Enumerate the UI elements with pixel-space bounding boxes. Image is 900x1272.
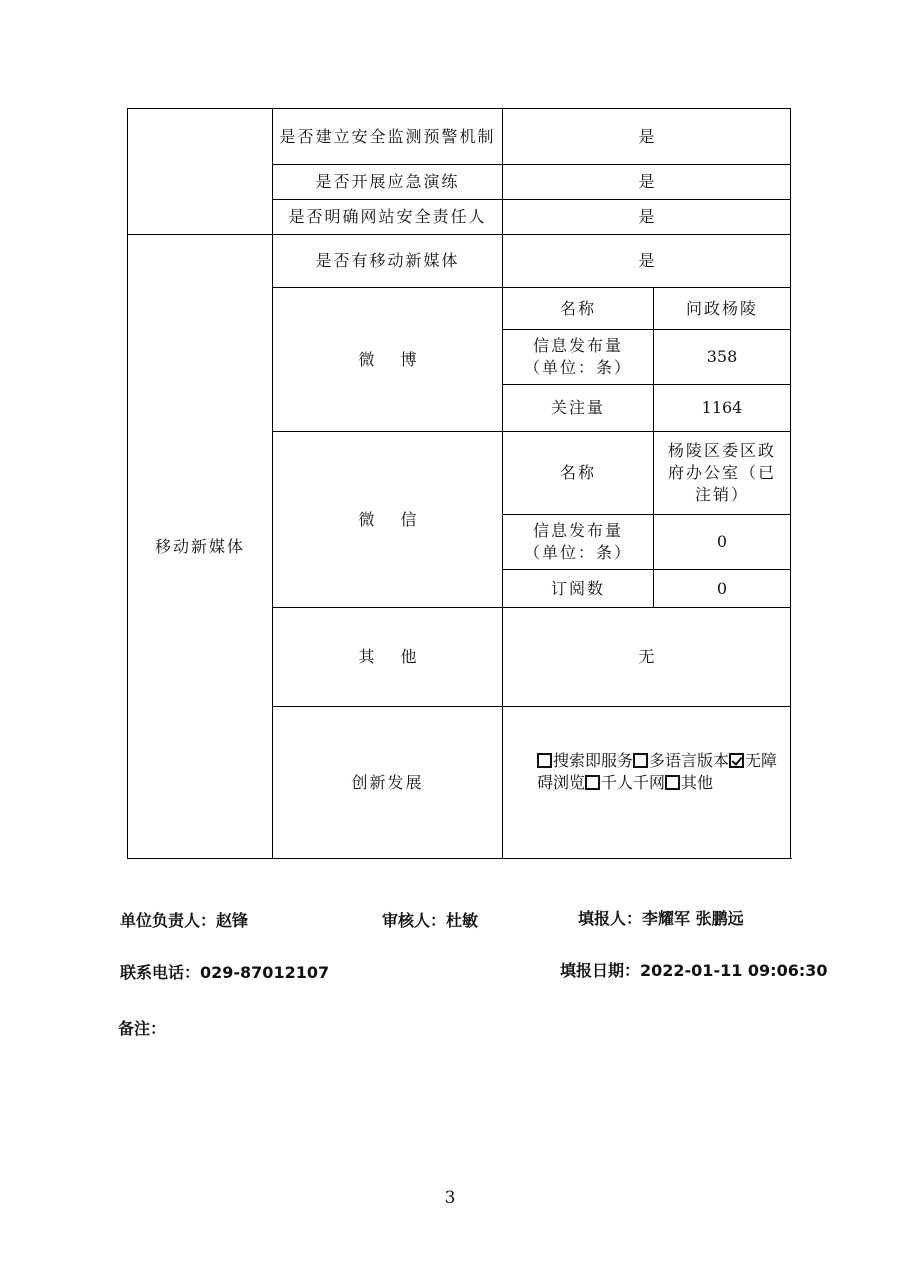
monitoring-value: 是	[503, 109, 791, 165]
weibo-followers-value: 1164	[654, 385, 791, 432]
responsible-label: 是否明确网站安全责任人	[273, 200, 503, 235]
report-table	[127, 108, 791, 859]
checkbox-icon[interactable]	[665, 775, 680, 790]
checkbox-icon[interactable]	[537, 753, 552, 768]
weibo-followers-label: 关注量	[503, 385, 654, 432]
has-mobile-value: 是	[503, 235, 791, 288]
weibo-name-value: 问政杨陵	[654, 288, 791, 330]
filler: 填报人：李耀军 张鹏远	[578, 909, 744, 928]
reviewer: 审核人：杜敏	[382, 911, 479, 930]
weibo-name-label: 名称	[503, 288, 654, 330]
wechat-posts-value: 0	[654, 515, 791, 570]
checkbox-checked-icon[interactable]	[729, 753, 744, 768]
option-search-service[interactable]: 搜索即服务	[537, 751, 633, 770]
innovation-options	[503, 707, 791, 859]
drill-value: 是	[503, 165, 791, 200]
weibo-posts-value: 358	[654, 330, 791, 385]
other-value: 无	[503, 608, 791, 707]
innovation-section-label: 创新发展	[273, 707, 503, 859]
responsible-value: 是	[503, 200, 791, 235]
wechat-posts-label: 信息发布量（单位：条）	[503, 515, 654, 570]
has-mobile-label: 是否有移动新媒体	[273, 235, 503, 288]
page-number: 3	[444, 1188, 456, 1208]
checkbox-icon[interactable]	[633, 753, 648, 768]
wechat-name-value: 杨陵区委区政府办公室（已注销）	[654, 432, 791, 515]
option-accessibility[interactable]: 无障碍浏览	[537, 750, 778, 792]
other-label: 其 他	[273, 608, 503, 707]
monitoring-label: 是否建立安全监测预警机制	[273, 109, 503, 165]
mobile-section-label: 移动新媒体	[128, 235, 273, 859]
drill-label: 是否开展应急演练	[273, 165, 503, 200]
remark: 备注：	[118, 1019, 167, 1038]
wechat-subs-value: 0	[654, 570, 791, 608]
wechat-label: 微 信	[273, 432, 503, 608]
unit-head: 单位负责人：赵锋	[120, 911, 249, 930]
wechat-subs-label: 订阅数	[503, 570, 654, 608]
contact-phone: 联系电话：029-87012107	[120, 963, 330, 982]
weibo-label: 微 博	[273, 288, 503, 432]
wechat-name-label: 名称	[503, 432, 654, 515]
fill-date: 填报日期：2022-01-11 09:06:30	[560, 961, 828, 980]
option-multilingual[interactable]: 多语言版本	[633, 751, 729, 770]
checkbox-icon[interactable]	[585, 775, 600, 790]
weibo-posts-label: 信息发布量（单位：条）	[503, 330, 654, 385]
option-other[interactable]: 其他	[665, 773, 713, 792]
security-section-cell	[128, 109, 273, 235]
option-personalized[interactable]: 千人千网	[585, 773, 665, 792]
